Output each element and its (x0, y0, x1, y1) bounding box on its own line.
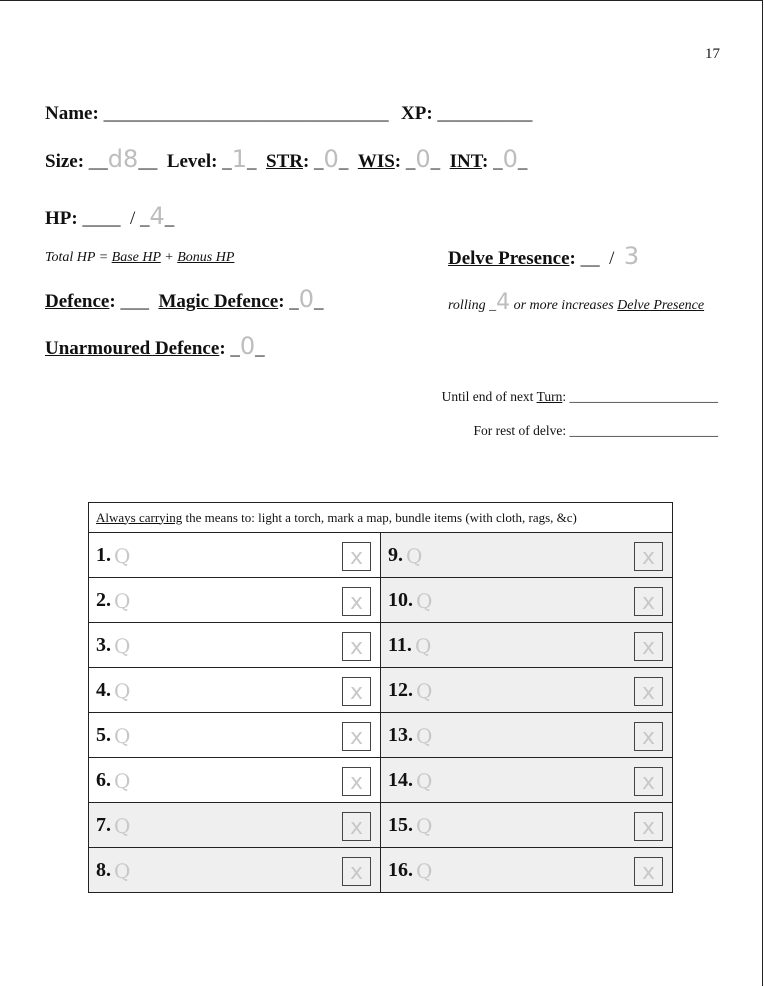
inventory-slot[interactable] (89, 713, 381, 758)
defence-row: Defence: ___ Magic Defence: _0_ (45, 285, 324, 313)
slot-number: 16. (388, 859, 413, 881)
inventory-row (89, 713, 673, 758)
size-label: Size: (45, 151, 85, 172)
slot-placeholder: Q (114, 589, 131, 613)
magic-defence-field[interactable]: _0_ (289, 285, 324, 313)
slot-number: 13. (388, 724, 413, 746)
slot-number: 2. (96, 589, 111, 611)
slot-placeholder: Q (114, 814, 131, 838)
size-value: d8 (107, 145, 139, 173)
inventory-slot[interactable] (89, 578, 381, 623)
inventory-row (89, 848, 673, 893)
name-field[interactable]: ______________________________ (103, 103, 389, 124)
slot-number: 15. (388, 814, 413, 836)
slot-number: 14. (388, 769, 413, 791)
inventory-slot[interactable] (381, 578, 673, 623)
slot-number: 8. (96, 859, 111, 881)
unarmoured-label: Unarmoured Defence (45, 338, 220, 359)
magic-defence-value: 0 (298, 285, 315, 313)
int-label: INT (449, 151, 483, 172)
inventory-slot[interactable] (381, 623, 673, 668)
inventory-header: Always carrying the means to: light a torch, mark a map, bundle items (with cloth, rags, &c) (89, 503, 673, 533)
slot-checkbox[interactable]: x (634, 677, 663, 706)
inventory-slot[interactable] (89, 758, 381, 803)
slot-number: 1. (96, 544, 111, 566)
slot-checkbox[interactable]: x (634, 857, 663, 886)
wis-value: 0 (415, 145, 431, 173)
delve-presence-label: Delve Presence (448, 248, 570, 269)
str-value: 0 (323, 145, 339, 173)
page-number: 17 (705, 46, 720, 62)
slot-placeholder: Q (416, 589, 433, 613)
slot-checkbox[interactable]: x (342, 767, 371, 796)
slot-checkbox[interactable]: x (634, 587, 663, 616)
size-field[interactable]: __d8__ (88, 145, 158, 173)
xp-label: XP: (401, 103, 433, 124)
slot-placeholder: Q (114, 724, 131, 748)
slot-number: 6. (96, 769, 111, 791)
inventory-slot[interactable] (89, 803, 381, 848)
str-label: STR (266, 151, 303, 172)
wis-field[interactable]: _0_ (405, 145, 441, 173)
hp-row: HP: ____ / _4_ (45, 202, 175, 230)
level-value: 1 (231, 145, 247, 173)
slot-checkbox[interactable]: x (342, 542, 371, 571)
magic-defence-label: Magic Defence (158, 291, 279, 312)
slot-checkbox[interactable]: x (342, 812, 371, 841)
slot-placeholder: Q (416, 769, 433, 793)
slot-placeholder: Q (416, 724, 433, 748)
slot-placeholder: Q (114, 679, 131, 703)
name-label: Name: (45, 103, 99, 124)
slot-placeholder: Q (114, 859, 131, 883)
inventory-slot[interactable] (89, 533, 381, 578)
inventory-slot[interactable] (381, 533, 673, 578)
defence-field[interactable]: ___ (120, 291, 149, 312)
slot-placeholder: Q (416, 859, 433, 883)
unarmoured-row: Unarmoured Defence: _0_ (45, 332, 265, 360)
inventory-slot[interactable] (89, 848, 381, 893)
inventory-row (89, 578, 673, 623)
inventory-slot[interactable] (381, 668, 673, 713)
slot-placeholder: Q (406, 544, 423, 568)
slot-number: 5. (96, 724, 111, 746)
inventory-slot[interactable] (89, 623, 381, 668)
name-row (45, 103, 389, 125)
slot-checkbox[interactable]: x (342, 857, 371, 886)
slot-checkbox[interactable]: x (634, 812, 663, 841)
inventory-row (89, 533, 673, 578)
slot-checkbox[interactable]: x (634, 767, 663, 796)
str-field[interactable]: _0_ (314, 145, 349, 173)
until-end-turn-row: Until end of next Turn: ______________________ (441, 389, 718, 404)
xp-field[interactable]: __________ (437, 103, 533, 124)
slot-number: 10. (388, 589, 413, 611)
slot-number: 3. (96, 634, 111, 656)
slot-placeholder: Q (114, 769, 131, 793)
rolling-note: rolling _4 or more increases Delve Presence (448, 290, 705, 315)
defence-label: Defence (45, 291, 110, 312)
slot-number: 7. (96, 814, 111, 836)
slot-checkbox[interactable]: x (342, 677, 371, 706)
int-value: 0 (502, 145, 518, 173)
rolling-value: 4 (496, 290, 511, 315)
inventory-row (89, 623, 673, 668)
delve-presence-row: Delve Presence: __ / 3 (448, 242, 640, 270)
level-label: Level: (166, 151, 218, 172)
until-end-turn-field[interactable]: : ______________________ (562, 389, 718, 404)
rest-of-delve-row[interactable]: For rest of delve: ______________________ (473, 423, 718, 438)
delve-presence-max: 3 (623, 242, 640, 270)
inventory-slot[interactable] (381, 713, 673, 758)
total-hp-note: Total HP = Base HP + Bonus HP (45, 250, 235, 265)
level-field[interactable]: _1_ (222, 145, 257, 173)
slot-number: 11. (388, 634, 412, 656)
xp-row (401, 103, 532, 125)
slot-checkbox[interactable]: x (342, 632, 371, 661)
slot-placeholder: Q (416, 814, 433, 838)
inventory-row (89, 758, 673, 803)
slot-placeholder: Q (114, 544, 131, 568)
wis-label: WIS (357, 151, 395, 172)
slot-number: 12. (388, 679, 413, 701)
delve-presence-field[interactable]: __ (580, 248, 600, 269)
hp-max-value: 4 (149, 202, 165, 230)
inventory-row (89, 668, 673, 713)
slot-number: 4. (96, 679, 111, 701)
slot-checkbox[interactable]: x (634, 632, 663, 661)
slot-placeholder: Q (114, 634, 131, 658)
hp-current-field[interactable]: ____ (82, 208, 121, 229)
inventory-table (88, 502, 673, 893)
unarmoured-field[interactable]: _0_ (230, 332, 265, 360)
slot-placeholder: Q (415, 634, 432, 658)
stats-row: Size: __d8__ Level: _1_ STR: _0_ WIS: _0_ INT: _0_ (45, 145, 528, 173)
slot-checkbox[interactable]: x (634, 542, 663, 571)
hp-label: HP: (45, 208, 78, 229)
inventory-slot[interactable] (381, 848, 673, 893)
inventory-slot[interactable] (381, 758, 673, 803)
hp-max-field[interactable]: _4_ (140, 202, 175, 230)
slot-checkbox[interactable]: x (634, 722, 663, 751)
slot-checkbox[interactable]: x (342, 587, 371, 616)
unarmoured-value: 0 (239, 332, 256, 360)
inventory-row (89, 803, 673, 848)
inventory-slot[interactable] (381, 803, 673, 848)
inventory-slot[interactable] (89, 668, 381, 713)
slot-placeholder: Q (416, 679, 433, 703)
slot-checkbox[interactable]: x (342, 722, 371, 751)
int-field[interactable]: _0_ (493, 145, 528, 173)
slot-number: 9. (388, 544, 403, 566)
